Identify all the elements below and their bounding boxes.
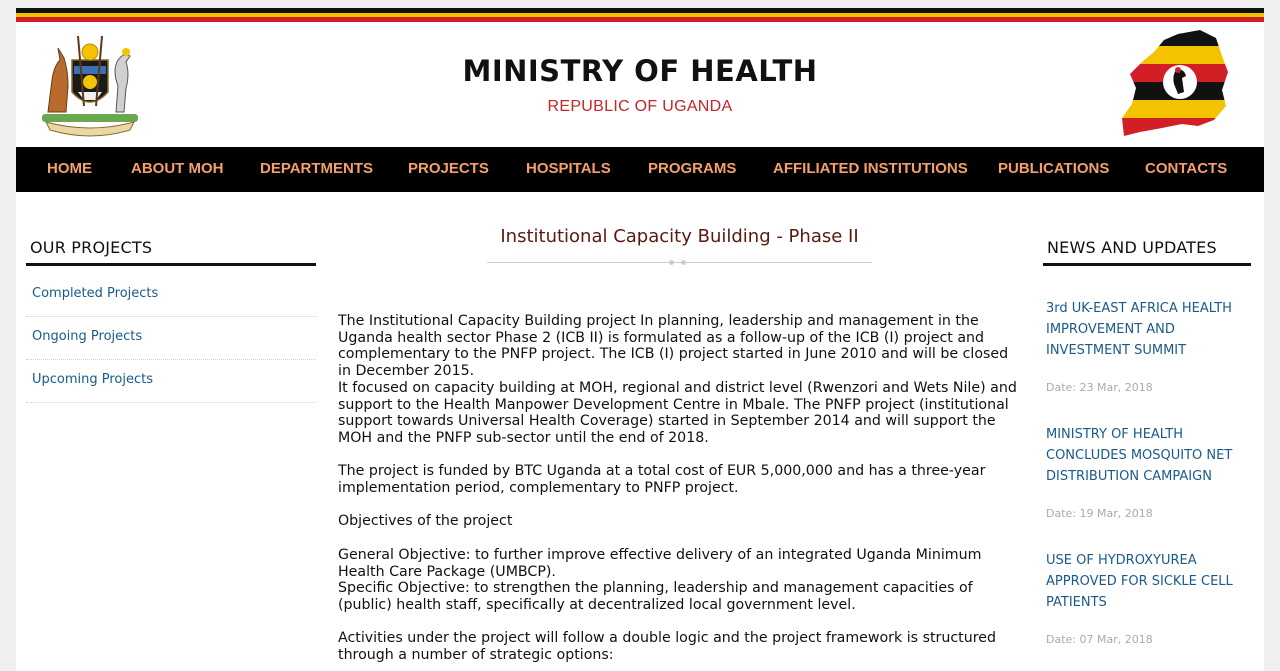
sidebar-item-upcoming-projects[interactable]: Upcoming Projects bbox=[26, 360, 316, 403]
nav-programs[interactable]: PROGRAMS bbox=[648, 160, 737, 177]
title-divider bbox=[487, 257, 872, 269]
news-link[interactable]: USE OF HYDROXYUREA APPROVED FOR SICKLE CELL PATIENTS bbox=[1046, 553, 1233, 610]
site-header bbox=[16, 22, 1264, 146]
main-content bbox=[338, 226, 1018, 671]
nav-publications[interactable]: PUBLICATIONS bbox=[998, 160, 1110, 177]
nav-hospitals[interactable]: HOSPITALS bbox=[526, 160, 611, 177]
news-link[interactable]: MINISTRY OF HEALTH CONCLUDES MOSQUITO NET DISTRIBUTION CAMPAIGN bbox=[1046, 427, 1233, 484]
news-link[interactable]: 3rd UK-EAST AFRICA HEALTH IMPROVEMENT AND INVESTMENT SUMMIT bbox=[1046, 301, 1232, 358]
sidebar-item-completed-projects[interactable]: Completed Projects bbox=[26, 284, 316, 317]
flag-stripe bbox=[16, 8, 1264, 22]
article-title: Institutional Capacity Building - Phase II bbox=[500, 226, 859, 247]
objectives-heading: Objectives of the project bbox=[338, 513, 513, 530]
article-text: Specific Objective: to strengthen the planning, leadership and management capacities of (public) health staff, specifically at decentralized local government level. bbox=[338, 580, 973, 613]
news-item bbox=[1043, 424, 1251, 520]
nav-home[interactable]: HOME bbox=[47, 160, 92, 177]
nav-departments[interactable]: DEPARTMENTS bbox=[260, 160, 374, 177]
article-body bbox=[338, 313, 1018, 664]
uganda-flag-map-icon bbox=[1118, 28, 1234, 138]
article-paragraph: The project is funded by BTC Uganda at a total cost of EUR 5,000,000 and has a three-year implementation period, complementary to PNFP project. bbox=[338, 463, 986, 497]
sidebar-heading: OUR PROJECTS bbox=[26, 238, 316, 266]
news-item bbox=[1043, 298, 1251, 394]
news-date: Date: 23 Mar, 2018 bbox=[1046, 381, 1153, 394]
news-item bbox=[1043, 550, 1251, 646]
article-text: It focused on capacity building at MOH, regional and district level (Rwenzori and Wets Nile) and support to the Health Manpower Development Centre in Mbale. The PNFP project (institutional support towards Universal Health Coverage) started in September 2014 and will support the MOH and the PNFP sub-sector until the end of 2018. bbox=[338, 379, 1017, 446]
nav-about-moh[interactable]: ABOUT MOH bbox=[131, 160, 224, 177]
site-subtitle: REPUBLIC OF UGANDA bbox=[547, 98, 733, 115]
article-text: The Institutional Capacity Building project In planning, leadership and management in the Uganda health sector Phase 2 (ICB II) is formulated as a follow-up of the ICB (I) project and complementary to the PNFP project. The ICB (I) project started in June 2010 and will be closed in December 2015. bbox=[338, 313, 1009, 380]
page-title: MINISTRY OF HEALTH bbox=[462, 54, 818, 88]
nav-contacts[interactable]: CONTACTS bbox=[1145, 160, 1228, 177]
projects-sidebar bbox=[26, 238, 316, 403]
nav-projects[interactable]: PROJECTS bbox=[408, 160, 489, 177]
article-paragraph: Activities under the project will follow a double logic and the project framework is structured through a number of strategic options: bbox=[338, 630, 996, 663]
page bbox=[16, 8, 1264, 671]
article-paragraph bbox=[338, 313, 1018, 447]
main-nav bbox=[16, 147, 1264, 192]
top-margin bbox=[0, 0, 1280, 8]
article-paragraph bbox=[338, 547, 1018, 614]
news-heading: NEWS AND UPDATES bbox=[1043, 238, 1251, 266]
article-text: General Objective: to further improve effective delivery of an integrated Uganda Minimum Health Care Package (UMBCP). bbox=[338, 546, 982, 580]
nav-affiliated-institutions[interactable]: AFFILIATED INSTITUTIONS bbox=[773, 160, 968, 177]
sidebar-list bbox=[26, 284, 316, 403]
sidebar-item-ongoing-projects[interactable]: Ongoing Projects bbox=[26, 317, 316, 360]
news-date: Date: 19 Mar, 2018 bbox=[1046, 507, 1153, 520]
news-sidebar bbox=[1043, 238, 1251, 671]
news-date: Date: 07 Mar, 2018 bbox=[1046, 633, 1153, 646]
news-list bbox=[1043, 298, 1251, 646]
